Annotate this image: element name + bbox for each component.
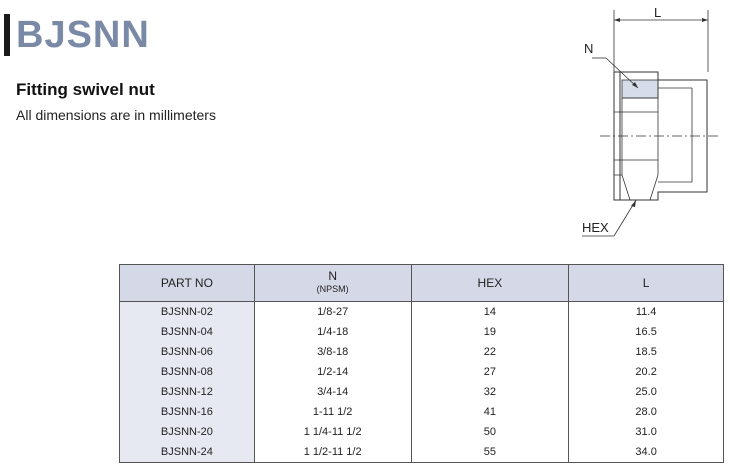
cell-l: 28.0 [569, 402, 724, 422]
cell-l: 25.0 [569, 382, 724, 402]
cell-hex: 19 [411, 322, 569, 342]
dimensions-table [119, 264, 724, 463]
cell-l: 20.2 [569, 362, 724, 382]
cell-l: 18.5 [569, 342, 724, 362]
hex-label: HEX [582, 220, 609, 235]
header-n-sub: (NPSM) [316, 284, 349, 294]
title-accent-bar [4, 14, 10, 56]
n-label: N [584, 41, 594, 56]
cell-part-no: BJSNN-06 [120, 342, 255, 362]
cell-part-no: BJSNN-16 [120, 402, 255, 422]
cell-part-no: BJSNN-24 [120, 442, 255, 463]
cell-l: 31.0 [569, 422, 724, 442]
table-row [120, 422, 724, 442]
cell-hex: 27 [411, 362, 569, 382]
table-row [120, 322, 724, 342]
table-row [120, 442, 724, 463]
header-l: L [569, 265, 724, 302]
header-hex: HEX [411, 265, 569, 302]
header-n [254, 265, 411, 302]
table-row [120, 402, 724, 422]
l-arrow-left [614, 18, 620, 22]
header-n-label: N [328, 269, 337, 283]
table-row [120, 382, 724, 402]
table-header-row [120, 265, 724, 302]
cell-n: 3/8-18 [254, 342, 411, 362]
cell-hex: 32 [411, 382, 569, 402]
cell-part-no: BJSNN-08 [120, 362, 255, 382]
cell-n: 3/4-14 [254, 382, 411, 402]
table-row [120, 302, 724, 323]
cell-hex: 41 [411, 402, 569, 422]
cell-l: 34.0 [569, 442, 724, 463]
header-part-no: PART NO [120, 265, 255, 302]
page-subtitle: Fitting swivel nut [16, 80, 155, 99]
cell-n: 1 1/4-11 1/2 [254, 422, 411, 442]
cell-part-no: BJSNN-20 [120, 422, 255, 442]
l-arrow-right [702, 18, 708, 22]
cell-n: 1/2-14 [254, 362, 411, 382]
cell-l: 11.4 [569, 302, 724, 323]
page-title: BJSNN [16, 14, 150, 56]
cell-hex: 55 [411, 442, 569, 463]
cell-part-no: BJSNN-12 [120, 382, 255, 402]
l-label: L [654, 5, 662, 20]
cell-l: 16.5 [569, 322, 724, 342]
cell-hex: 14 [411, 302, 569, 323]
swivel-nut-diagram [570, 0, 730, 245]
units-note: All dimensions are in millimeters [16, 107, 216, 123]
cell-part-no: BJSNN-02 [120, 302, 255, 323]
cell-n: 1 1/2-11 1/2 [254, 442, 411, 463]
table-row [120, 362, 724, 382]
thread-region [622, 80, 658, 98]
cell-n: 1/4-18 [254, 322, 411, 342]
cell-n: 1-11 1/2 [254, 402, 411, 422]
table-row [120, 342, 724, 362]
cell-hex: 22 [411, 342, 569, 362]
cell-hex: 50 [411, 422, 569, 442]
cell-part-no: BJSNN-04 [120, 322, 255, 342]
cell-n: 1/8-27 [254, 302, 411, 323]
